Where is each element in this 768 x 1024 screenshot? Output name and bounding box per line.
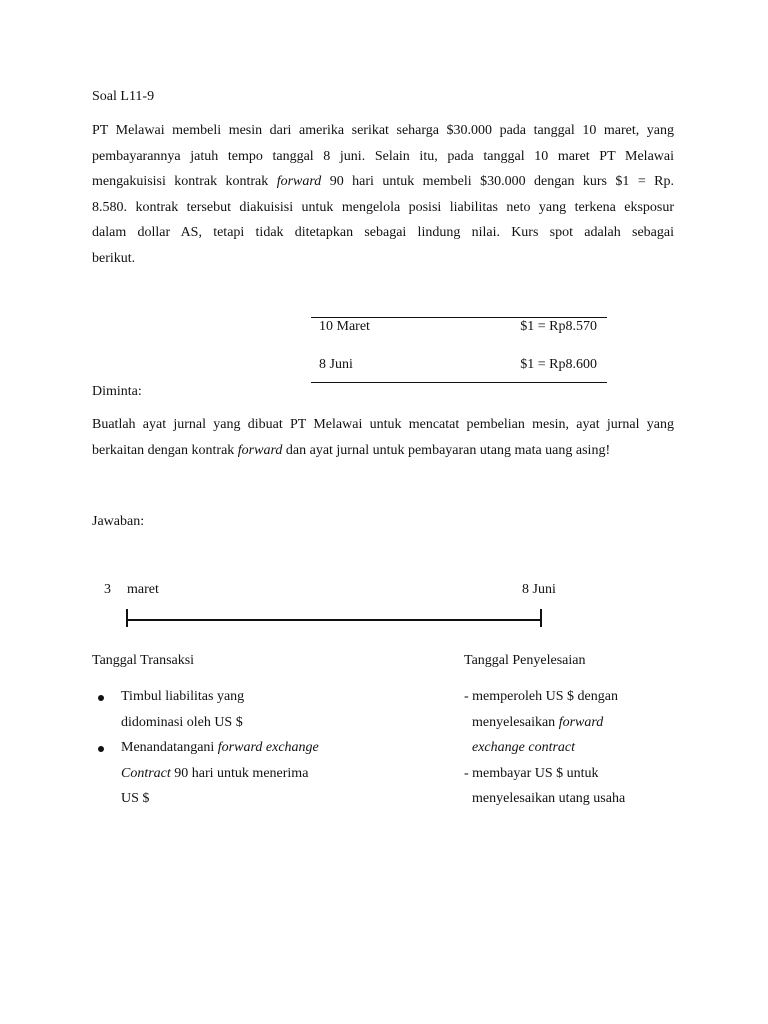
rate-value: $1 = Rp8.570	[520, 319, 597, 334]
timeline-end-tick	[540, 609, 542, 627]
question-line: Buatlah ayat jurnal yang dibuat PT Melawai untuk mencatat pembelian mesin, ayat jurnal yang	[92, 417, 674, 432]
bullet-icon	[98, 689, 106, 697]
list-item: menyelesaikan forward	[472, 714, 604, 730]
list-item: - memperoleh US $ dengan	[464, 689, 618, 704]
settlement-date-header: Tanggal Penyelesaian	[464, 653, 586, 668]
table-row	[319, 319, 597, 339]
intro-line: PT Melawai membeli mesin dari amerika serikat seharga $30.000 pada tanggal 10 maret, yang	[92, 123, 674, 138]
table-row	[319, 357, 597, 377]
document-title: Soal L11-9	[92, 89, 155, 104]
intro-paragraph	[92, 118, 674, 272]
timeline-start-label: 3 maret	[104, 582, 159, 597]
timeline-start-tick	[126, 609, 128, 627]
spot-rate-table	[311, 317, 607, 383]
list-item: Timbul liabilitas yang didominasi oleh US $	[121, 689, 245, 730]
intro-line: pembayarannya jatuh tempo tanggal 8 juni. Selain itu, pada tanggal 10 maret PT Melawai	[92, 148, 674, 164]
intro-line: berikut.	[92, 250, 136, 266]
list-item: exchange contract	[472, 740, 576, 756]
settlement-list	[464, 684, 625, 812]
question-line: berkaitan dengan kontrak forward dan ayat jurnal untuk pembayaran utang mata uang asing!	[92, 442, 611, 458]
intro-line: dalam dollar AS, tetapi tidak ditetapkan sebagai lindung nilai. Kurs spot adalah sebagai	[92, 225, 674, 241]
rate-value: $1 = Rp8.600	[520, 357, 597, 372]
timeline-end-label: 8 Juni	[522, 582, 556, 597]
list-item: - membayar US $ untuk	[464, 765, 599, 781]
rate-date: 10 Maret	[319, 319, 370, 334]
question-paragraph	[92, 412, 674, 463]
list-item: Menandatangani forward exchange Contract 90 hari untuk menerima US $	[121, 740, 319, 807]
bullet-icon	[98, 740, 106, 748]
diminta-heading: Diminta:	[92, 384, 142, 399]
timeline-line	[127, 619, 542, 621]
rate-date: 8 Juni	[319, 357, 353, 372]
list-item: menyelesaikan utang usaha	[472, 791, 626, 807]
transaction-date-header: Tanggal Transaksi	[92, 653, 195, 668]
intro-line: 8.580. kontrak tersebut diakuisisi untuk mengelola posisi liabilitas neto yang terkena eksposur	[92, 199, 674, 215]
jawaban-heading: Jawaban:	[92, 514, 145, 529]
intro-line: mengakuisisi kontrak kontrak forward 90 hari untuk membeli $30.000 dengan kurs $1 = Rp.	[92, 174, 674, 190]
